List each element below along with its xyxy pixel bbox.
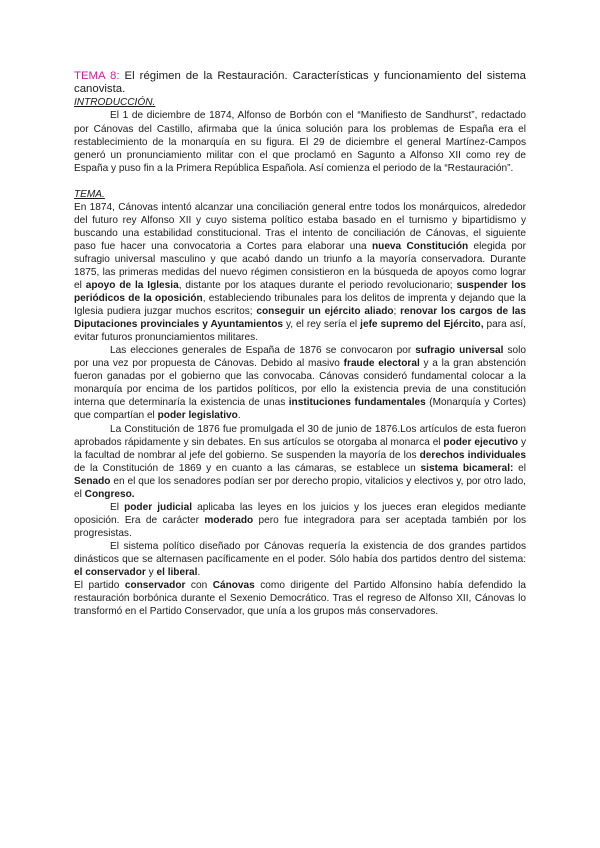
text-run: y a la gran abstención fueron ganadas por el gobierno que las convocaba. Cánovas consideró fundamental colocar a la monarquía por encima de los partidos políticos, por ello la existencia previa de una constitución interna que determinaría la existencia de unas	[74, 358, 526, 409]
bold-term: sistema bicameral:	[420, 462, 514, 474]
document-title	[74, 70, 526, 96]
tema-heading: TEMA.	[74, 188, 105, 200]
text-run: El sistema político diseñado por Cánovas requería la existencia de dos grandes partidos dinásticos que se alternasen pacíficamente en el poder. Sólo había dos partidos dentro del sistema:	[74, 540, 526, 565]
bold-term: el liberal	[156, 567, 198, 579]
bold-term: renovar los cargos de las Diputaciones provinciales y Ayuntamientos	[74, 306, 526, 331]
paragraph-3	[74, 423, 526, 501]
document-page	[74, 70, 526, 618]
text-run: La Constitución de 1876 fue promulgada el 30 de junio de 1876.Los artículos de esta fueron aprobados rápidamente y sin debates. En sus artículos se otorgaba al monarca el	[74, 423, 526, 448]
bold-term: Senado	[74, 475, 111, 487]
bold-term: poder ejecutivo	[443, 436, 519, 448]
text-run: , distante por los ataques durante el periodo revolucionario;	[178, 280, 457, 292]
intro-heading: INTRODUCCIÓN.	[74, 97, 156, 109]
text-run: , estableciendo tribunales para los delitos de imprenta y dejando que la Iglesia pudiera juzgar muchos escritos;	[74, 293, 526, 318]
text-run: para así, evitar futuros pronunciamientos militares.	[74, 319, 526, 344]
text-run: de la Constitución de 1869 y en cuanto a las cámaras, se establece un	[74, 462, 421, 474]
bold-term: instituciones fundamentales	[288, 397, 426, 409]
text-run: y	[145, 567, 157, 579]
paragraph-1	[74, 201, 526, 345]
text-run: en el que los senadores podían ser por derecho propio, vitalicios y electivos y, por otro lado, el	[74, 475, 526, 500]
paragraph-6	[74, 579, 526, 618]
bold-term: derechos individuales	[419, 449, 526, 461]
text-run: como dirigente del Partido Alfonsino había defendido la restauración borbónica durante el Sexenio Democrático. Tras el regreso de Alfonso XII, Cánovas lo transformó en el Partido Conservador, que unía a los grupos más conservadores.	[74, 580, 526, 618]
bold-term: nueva Constitución	[371, 240, 469, 252]
text-run: y, el rey sería el	[283, 319, 361, 331]
bold-term: jefe supremo del Ejército,	[360, 319, 484, 331]
paragraph-5	[74, 540, 526, 579]
bold-term: moderado	[204, 514, 254, 526]
section-gap	[74, 175, 526, 188]
text-run: aplicaba las leyes en los juicios y los jueces eran elegidos mediante oposición. Era de carácter	[74, 501, 526, 526]
bold-term: Congreso.	[84, 488, 135, 500]
paragraph-2	[74, 344, 526, 422]
title-text: El régimen de la Restauración. Características y funcionamiento del sistema canovista.	[74, 70, 526, 96]
text-run: El partido	[74, 580, 125, 592]
text-run: solo por una vez por propuesta de Cánovas. Debido al masivo	[74, 345, 527, 370]
text-run: El	[110, 501, 125, 513]
tema-number-label: TEMA 8:	[74, 70, 120, 82]
bold-term: conservador	[124, 580, 186, 592]
bold-term: poder judicial	[124, 501, 193, 513]
paragraph-4	[74, 501, 526, 540]
bold-term: poder legislativo	[157, 410, 238, 422]
text-run: elegida por sufragio universal masculino y que acabó dando un triunfo a la mayoría conservadora. Durante 1875, las primeras medidas del nuevo régimen consistieron en la búsqueda de apoyos como lograr el	[74, 240, 526, 292]
text-run: pero fue integradora para ser aceptada también por los progresistas.	[74, 514, 526, 539]
intro-paragraph: El 1 de diciembre de 1874, Alfonso de Borbón con el “Manifiesto de Sandhurst”, redactado por Cánovas del Castillo, afirmaba que la única solución para los problemas de España era el restablecimiento de la monarquía en su figura. El 29 de diciembre el general Martínez-Campos generó un pronunciamiento militar con el que proclamó en Sagunto a Alfonso XII como rey de España y puso fin a la Primera República Española. Así comienza el periodo de la “Restauración”.	[74, 110, 526, 174]
text-run: con	[185, 580, 213, 592]
text-run: ;	[393, 306, 401, 318]
text-run: y la facultad de nombrar al jefe del gobierno. Se suspenden la mayoría de los	[74, 436, 527, 461]
text-run: .	[197, 567, 201, 579]
bold-term: sufragio universal	[415, 345, 504, 357]
bold-term: suspender los periódicos de la oposición	[74, 280, 526, 305]
text-run: el	[513, 462, 526, 474]
bold-term: Cánovas	[212, 580, 255, 592]
text-run: En 1874, Cánovas intentó alcanzar una conciliación general entre todos los monárquicos, alrededor del futuro rey Alfonso XII y cuyo sistema político estaba basado en el turnismo y bipartidismo y buscando una estabilidad constitucional. Tras el intento de conciliación de Cánovas, el siguiente paso fue hacer una convocatoria a Cortes para elaborar una	[74, 201, 526, 252]
bold-term: apoyo de la Iglesia	[85, 280, 179, 292]
bold-term: conseguir un ejército aliado	[256, 306, 394, 318]
text-run: (Monarquía y Cortes) que compartían el	[74, 397, 527, 422]
text-run: Las elecciones generales de España de 1876 se convocaron por	[110, 345, 416, 357]
bold-term: fraude electoral	[343, 358, 420, 370]
text-run: .	[237, 410, 241, 422]
bold-term: el conservador	[74, 567, 146, 579]
